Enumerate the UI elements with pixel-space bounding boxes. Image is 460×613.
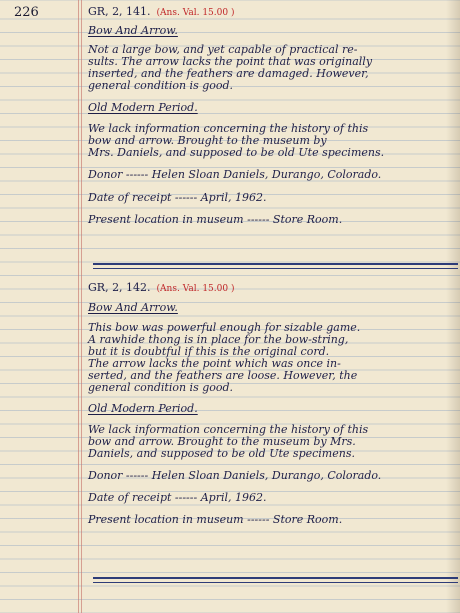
entry-header xyxy=(88,6,234,19)
page-number: 226 xyxy=(14,5,39,20)
location-line: Present location in museum ------ Store Room. xyxy=(88,513,343,526)
description-line: inserted, and the feathers are damaged. However, xyxy=(88,67,369,80)
description-line: sults. The arrow lacks the point that was originally xyxy=(88,55,373,68)
period-heading: Old Modern Period. xyxy=(88,402,198,415)
catalog-number: GR, 2, 141. xyxy=(88,5,151,18)
entry-separator xyxy=(93,582,458,583)
description-line: The arrow lacks the point which was once in- xyxy=(88,357,341,370)
receipt-date-line: Date of receipt ------ April, 1962. xyxy=(88,191,267,204)
appraised-value-note: (Ans. Val. 15.00 ) xyxy=(156,8,235,18)
description-line: This bow was powerful enough for sizable game. xyxy=(88,321,361,334)
description-line: general condition is good. xyxy=(88,381,234,394)
description-line: general condition is good. xyxy=(88,79,234,92)
description-line: A rawhide thong is in place for the bow-string, xyxy=(88,333,349,346)
entry-header xyxy=(88,282,234,295)
donor-line: Donor ------ Helen Sloan Daniels, Durango, Colorado. xyxy=(88,469,382,482)
description-line: Not a large bow, and yet capable of practical re- xyxy=(88,43,358,56)
location-line: Present location in museum ------ Store Room. xyxy=(88,213,343,226)
entry-separator xyxy=(93,268,458,269)
donor-line: Donor ------ Helen Sloan Daniels, Durango, Colorado. xyxy=(88,168,382,181)
description-line: serted, and the feathers are loose. However, the xyxy=(88,369,358,382)
description-line: but it is doubtful if this is the original cord. xyxy=(88,345,330,358)
catalog-number: GR, 2, 142. xyxy=(88,281,151,294)
receipt-date-line: Date of receipt ------ April, 1962. xyxy=(88,491,267,504)
history-line: We lack information concerning the history of this xyxy=(88,122,369,135)
entry-separator xyxy=(93,577,458,579)
margin-rule xyxy=(81,0,82,613)
object-title: Bow And Arrow. xyxy=(88,24,178,37)
binding-shadow xyxy=(446,0,460,613)
history-line: We lack information concerning the history of this xyxy=(88,423,369,436)
object-title: Bow And Arrow. xyxy=(88,301,178,314)
appraised-value-note: (Ans. Val. 15.00 ) xyxy=(156,284,235,294)
period-heading: Old Modern Period. xyxy=(88,101,198,114)
history-line: bow and arrow. Brought to the museum by xyxy=(88,134,327,147)
history-line: Mrs. Daniels, and supposed to be old Ute specimens. xyxy=(88,146,385,159)
entry-separator xyxy=(93,263,458,265)
margin-rule xyxy=(78,0,79,613)
history-line: bow and arrow. Brought to the museum by Mrs. xyxy=(88,435,356,448)
history-line: Daniels, and supposed to be old Ute specimens. xyxy=(88,447,355,460)
